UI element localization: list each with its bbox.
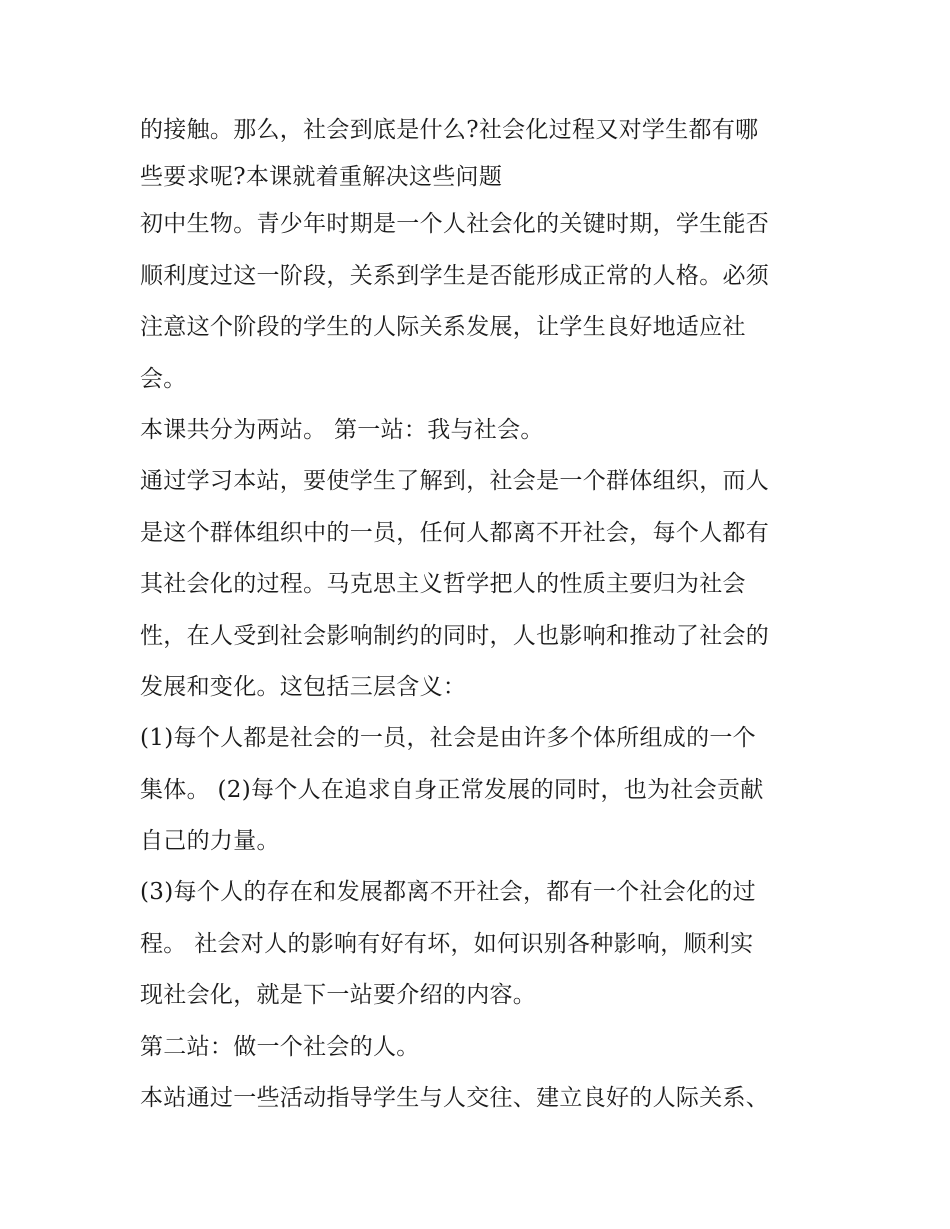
document-body [140, 105, 820, 1124]
paragraph-line: 通过学习本站，要使学生了解到，社会是一个群体组织，而人 [140, 468, 770, 495]
paragraph-line: 其社会化的过程。马克思主义哲学把人的性质主要归为社会 [140, 571, 746, 598]
paragraph-line: 性，在人受到社会影响制约的同时，人也影响和推动了社会的 [140, 622, 770, 649]
paragraph-line: 些要求呢?本课就着重解决这些问题 [140, 164, 503, 191]
paragraph-line: 顺利度过这一阶段，关系到学生是否能形成正常的人格。必须 [140, 262, 770, 289]
paragraph-line: (1)每个人都是社会的一员，社会是由许多个体所组成的一个 [140, 725, 756, 752]
paragraph-line: 集体。 (2)每个人在追求自身正常发展的同时，也为社会贡献 [140, 776, 764, 803]
paragraph-line: 注意这个阶段的学生的人际关系发展，让学生良好地适应社 [140, 314, 746, 341]
paragraph-line: 本课共分为两站。 第一站：我与社会。 [140, 416, 544, 443]
paragraph-line: 现社会化，就是下一站要介绍的内容。 [140, 982, 537, 1009]
paragraph-line: 的接触。那么，社会到底是什么?社会化过程又对学生都有哪 [140, 117, 759, 143]
paragraph-line: 会。 [140, 365, 187, 392]
paragraph-line: 本站通过一些活动指导学生与人交往、建立良好的人际关系、 [140, 1085, 770, 1112]
paragraph-line: 程。 社会对人的影响有好有坏，如何识别各种影响，顺利实 [140, 930, 754, 957]
paragraph-line: 自己的力量。 [140, 828, 280, 855]
paragraph-line: 第二站：做一个社会的人。 [140, 1033, 420, 1060]
paragraph-line: 发展和变化。这包括三层含义： [140, 673, 467, 700]
paragraph-line: 初中生物。青少年时期是一个人社会化的关键时期，学生能否 [140, 211, 770, 238]
paragraph-line: 是这个群体组织中的一员，任何人都离不开社会，每个人都有 [140, 519, 770, 546]
paragraph-line: (3)每个人的存在和发展都离不开社会，都有一个社会化的过 [140, 879, 756, 906]
